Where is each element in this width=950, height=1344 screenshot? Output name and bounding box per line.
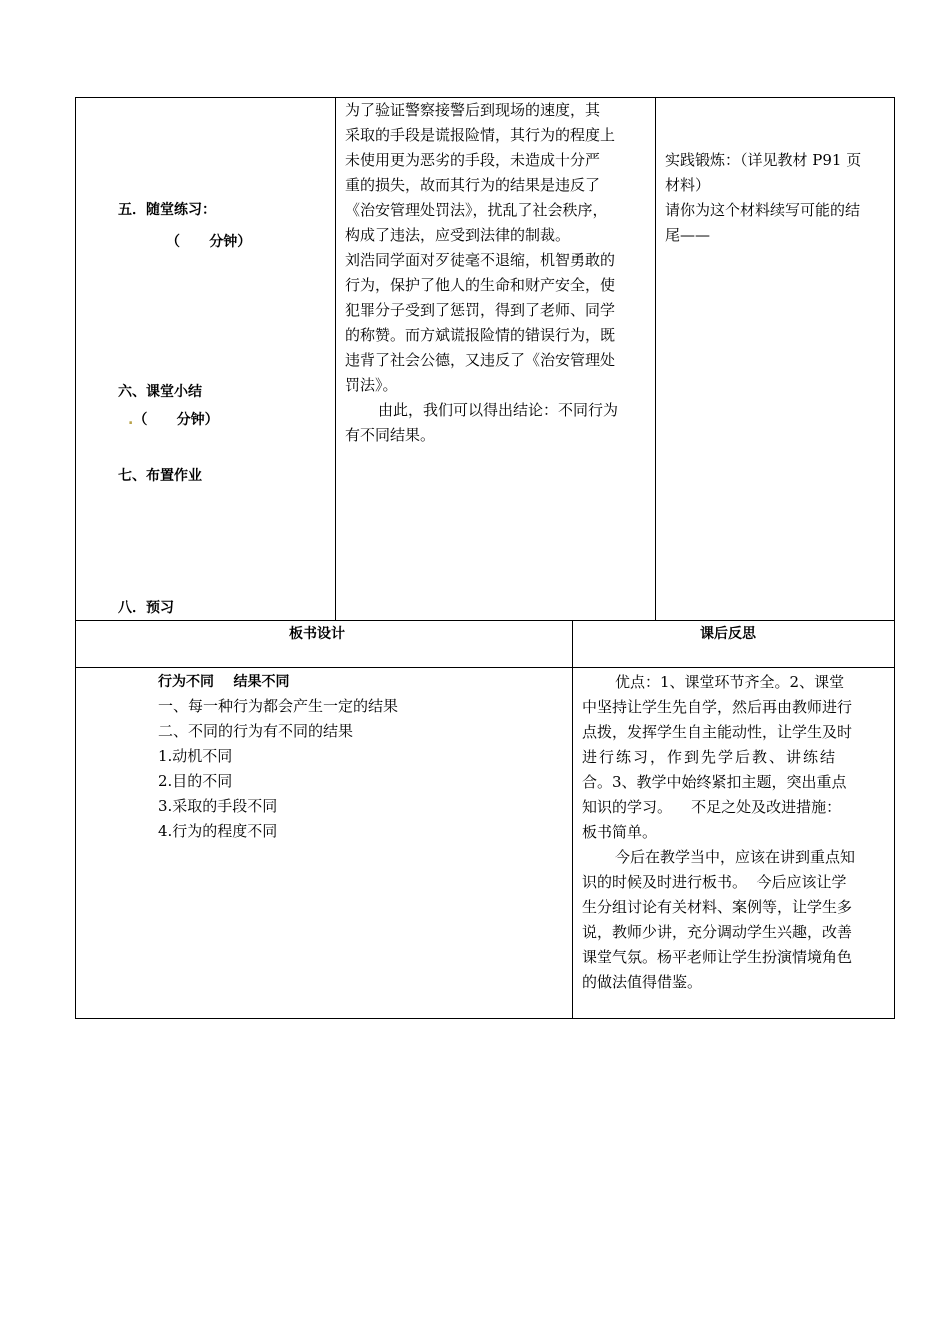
right-line: 请你为这个材料续写可能的结 <box>665 201 861 219</box>
mid-line: 行为，保护了他人的生命和财产安全，使 <box>345 276 616 294</box>
reflection-line: 今后在教学当中，应该在讲到重点知 <box>615 848 856 866</box>
divider-board-header-top <box>75 620 895 621</box>
mid-line: 采取的手段是谎报险情，其行为的程度上 <box>345 126 616 144</box>
reflection-line: 知识的学习。 不足之处及改进措施： <box>582 798 842 816</box>
board-item: 一、每一种行为都会产生一定的结果 <box>158 697 399 715</box>
mid-line: 未使用更为恶劣的手段，未造成十分严 <box>345 151 601 169</box>
board-item: 3.采取的手段不同 <box>158 797 278 815</box>
board-item: 4.行为的程度不同 <box>158 822 278 840</box>
mid-line: 《治安管理处罚法》，扰乱了社会秩序， <box>345 201 608 219</box>
reflection-line: 点拨，发挥学生自主能动性，让学生及时 <box>582 723 853 741</box>
mid-line: 刘浩同学面对歹徒毫不退缩，机智勇敢的 <box>345 251 616 269</box>
right-line: 实践锻炼：（详见教材 P91 页 <box>665 151 862 169</box>
mid-line: 有不同结果。 <box>345 426 436 444</box>
mid-line: 为了验证警察接警后到现场的速度，其 <box>345 101 601 119</box>
right-line: 尾—— <box>665 226 711 244</box>
board-design-header: 板书设计 <box>289 626 345 642</box>
board-item: 1.动机不同 <box>158 747 233 765</box>
reflection-line: 课堂气氛。杨平老师让学生扮演情境角色 <box>582 948 853 966</box>
divider-left-mid <box>335 97 336 620</box>
mid-line: 构成了违法，应受到法律的制裁。 <box>345 226 571 244</box>
marker-dot: . <box>128 412 134 428</box>
reflection-line: 板书简单。 <box>582 823 658 841</box>
divider-mid-right <box>655 97 656 620</box>
reflection-line: 识的时候及时进行板书。 今后应该让学 <box>582 873 847 891</box>
mid-line: 犯罪分子受到了惩罚，得到了老师、同学 <box>345 301 616 319</box>
mid-line: 由此，我们可以得出结论：不同行为 <box>378 401 619 419</box>
mid-line: 的称赞。而方斌谎报险情的错误行为，既 <box>345 326 616 344</box>
divider-board-header-bottom <box>75 667 895 668</box>
reflection-header: 课后反思 <box>700 626 756 642</box>
section-5-title: 五．随堂练习： <box>118 202 216 218</box>
right-line: 材料） <box>665 176 711 194</box>
section-6-time: .（ 分钟） <box>128 412 219 428</box>
section-6-title: 六、课堂小结 <box>118 384 202 400</box>
mid-line: 罚法》。 <box>345 376 398 394</box>
reflection-line: 生分组讨论有关材料、案例等，让学生多 <box>582 898 853 916</box>
mid-line: 违背了社会公德，又违反了《治安管理处 <box>345 351 616 369</box>
mid-line: 重的损失，故而其行为的结果是违反了 <box>345 176 601 194</box>
reflection-line: 中坚持让学生先自学，然后再由教师进行 <box>582 698 853 716</box>
reflection-line: 说，教师少讲，充分调动学生兴趣，改善 <box>582 923 853 941</box>
board-item: 二、不同的行为有不同的结果 <box>158 722 354 740</box>
section-5-time: （ 分钟） <box>166 234 252 250</box>
section-7-title: 七、布置作业 <box>118 468 202 484</box>
section-8-title: 八．预习 <box>118 600 174 616</box>
reflection-line: 优点：1、课堂环节齐全。2、课堂 <box>615 673 845 691</box>
board-title: 行为不同 结果不同 <box>158 674 290 690</box>
reflection-line: 的做法值得借鉴。 <box>582 973 703 991</box>
reflection-line: 合。3、教学中始终紧扣主题，突出重点 <box>582 773 847 791</box>
board-item: 2.目的不同 <box>158 772 233 790</box>
divider-board-reflection <box>572 620 573 1019</box>
reflection-line: 进行练习，作到先学后教、讲练结 <box>582 748 838 766</box>
